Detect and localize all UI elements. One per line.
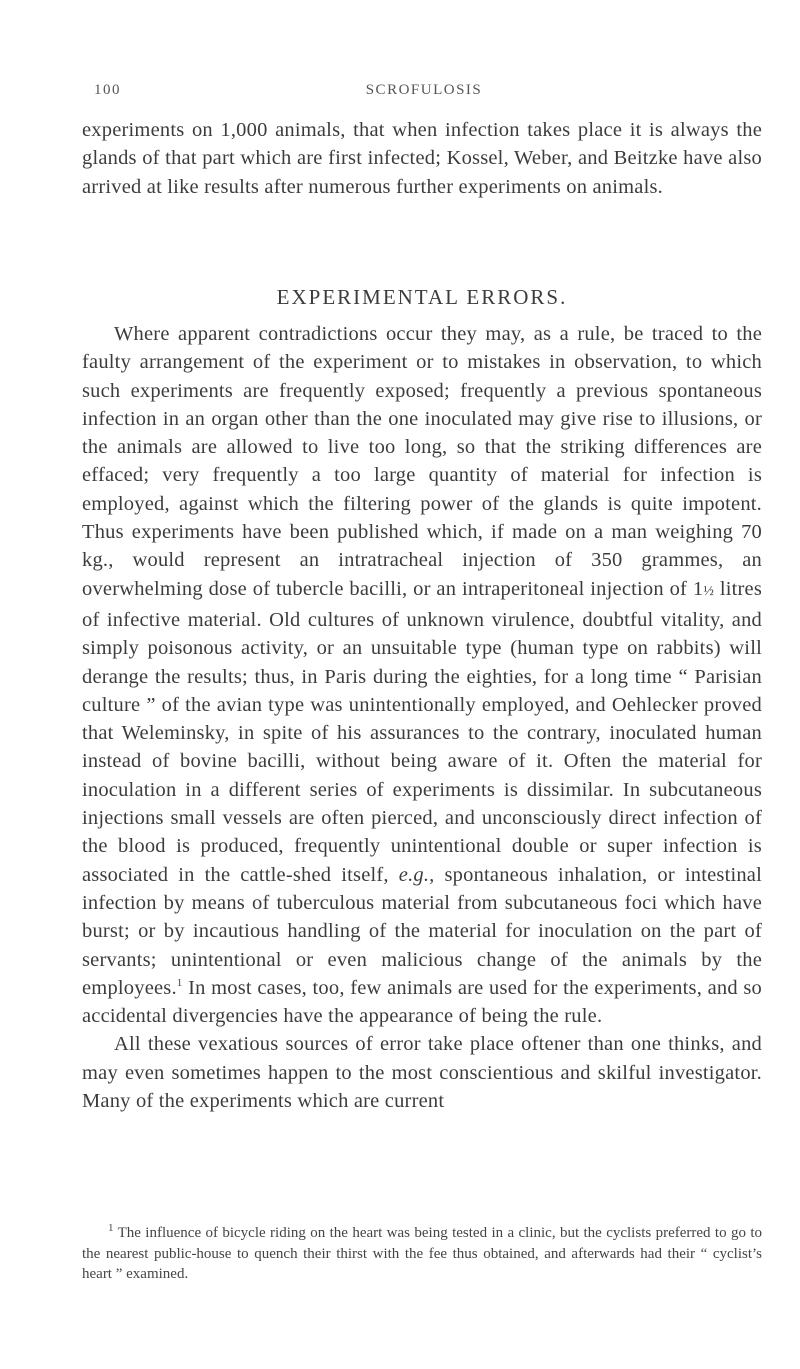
footnote xyxy=(82,1223,762,1285)
body-text xyxy=(82,320,762,1115)
footnote-reference: 1 xyxy=(176,977,183,989)
paragraph-text: experiments on 1,000 animals, that when infection takes place it is always the glands of that part which are first infected; Kossel, Weber, and Beitzke have also arrived at like results after numerous further experiments on animals. xyxy=(82,119,762,198)
page-number: 100 xyxy=(94,82,121,98)
footnote-marker: 1 xyxy=(108,1222,114,1234)
paragraph-text: In most cases, too, few animals are used for the experiments, and so accidental divergencies have the appearance of being the rule. xyxy=(82,976,762,1028)
section-heading: EXPERIMENTAL ERRORS. xyxy=(276,285,568,309)
italic-abbreviation: e.g., xyxy=(398,863,435,886)
paragraph-text: All these vexatious sources of error take place oftener than one thinks, and may even sometimes happen to the most conscientious and skilful investigator. Many of the experiments which are current xyxy=(82,1033,762,1113)
paragraph-text: spontaneous inhalation, or intestinal infection by means of tuberculous material from subcutaneous foci which have burst; or by incautious handling of the material for inoculation on the part of servants; unintentional or even malicious change of the animals by the employees. xyxy=(82,863,762,999)
fraction: ½ xyxy=(703,583,715,599)
footnotes xyxy=(82,1223,762,1285)
footnote-text: The influence of bicycle riding on the heart was being tested in a clinic, but the cyclists preferred to go to the nearest public-house to quench their thirst with the fee thus obtained, and afterwards had their “ cyclist’s heart ” examined. xyxy=(82,1225,762,1282)
page-header xyxy=(94,82,754,106)
paragraph-text: litres of infective material. Old cultures of unknown virulence, doubtful vitality, and simply poisonous activity, or an unsuitable type (human type on rabbits) will derange the results; thus, in Paris during the eighties, for a long time “ Parisian culture ” of the avian type was unintentionally employed, and Oehlecker proved that Weleminsky, in spite of his assurances to the contrary, inoculated human instead of bovine bacilli, without being aware of it. Often the material for inoculation in a different series of experiments is dissimilar. In subcutaneous injections small vessels are often pierced, and unconsciously direct infection of the blood is produced, frequently unintentional double or super infection is associated in the cattle-shed itself, xyxy=(82,577,763,886)
paragraph-text: Where apparent contradictions occur they may, as a rule, be traced to the faulty arrangement of the experiment or to mistakes in observation, to which such experiments are frequently exposed; frequently a previous spontaneous infection in an organ other than the one inoculated may give rise to illusions, or the animals are allowed to live too long, so that the striking differences are effaced; very frequently a too large quantity of material for infection is employed, against which the filtering power of the glands is quite impotent. Thus experiments have been published which, if made on a man weighing 70 kg., would represent an intratracheal injection of 350 grammes, an overwhelming dose of tubercle bacilli, or an intraperitoneal injection of 1 xyxy=(82,323,762,600)
paragraph-continued xyxy=(82,116,762,201)
paragraph-experimental-errors xyxy=(82,320,762,1030)
paragraph-sources-of-error xyxy=(82,1030,762,1115)
running-head: SCROFULOSIS xyxy=(365,82,483,98)
